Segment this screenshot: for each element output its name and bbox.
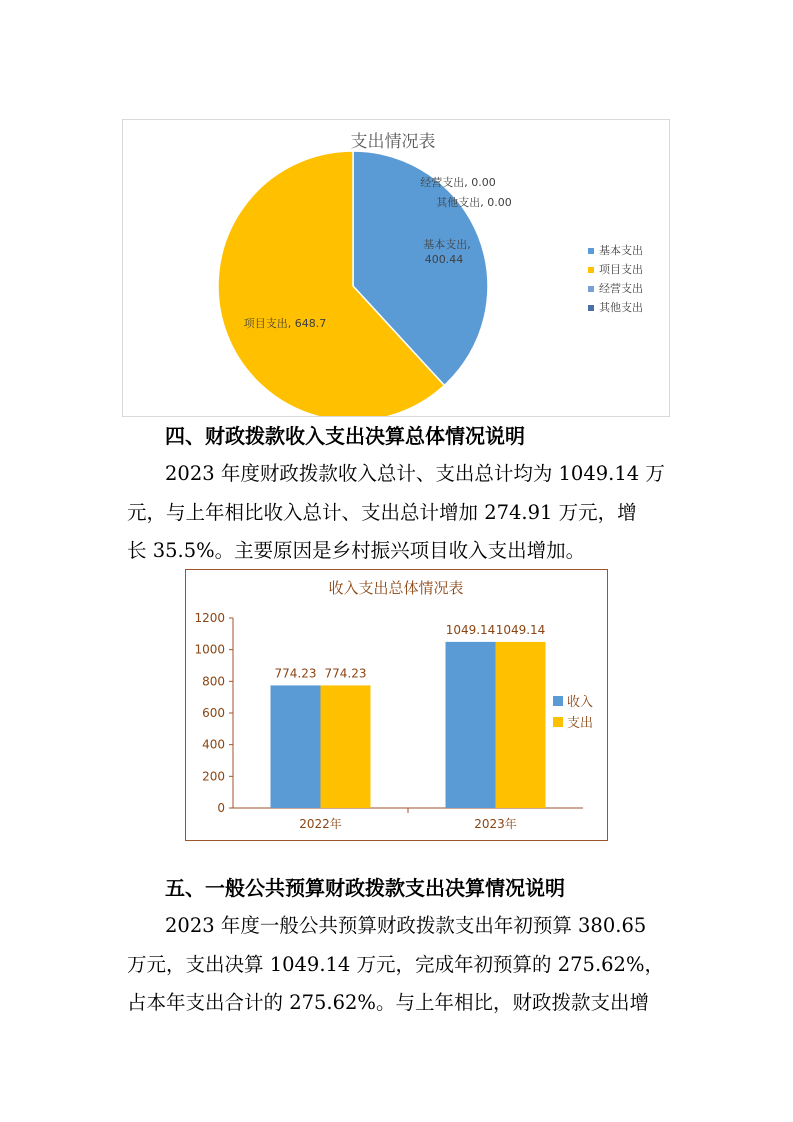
bar-y-tick-label: 600 xyxy=(202,706,225,720)
bar-y-tick-label: 1000 xyxy=(194,642,225,657)
bar-x-tick-label: 2023年 xyxy=(474,817,517,831)
pie-chart-title: 支出情况表 xyxy=(350,132,436,152)
section-4-heading: 四、财政拨款收入支出决算总体情况说明 xyxy=(165,424,525,448)
pie-legend-swatch-2 xyxy=(588,286,594,292)
bar-data-label: 774.23 xyxy=(274,666,317,681)
paragraph-4-line-2: 元，与上年相比收入总计、支出总计增加 274.91 万元，增 xyxy=(127,501,637,524)
expenditure-pie-chart xyxy=(122,119,670,417)
pie-chart-canvas xyxy=(123,120,669,416)
bar-data-label: 1049.14 xyxy=(445,622,496,637)
pie-label-project: 项目支出, 648.7 xyxy=(243,317,327,330)
paragraph-4-line-3: 长 35.5%。主要原因是乡村振兴项目收入支出增加。 xyxy=(127,539,586,562)
pie-legend-swatch-1 xyxy=(588,267,594,273)
bar-y-tick-label: 0 xyxy=(217,801,225,815)
bar-0-1 xyxy=(446,642,496,808)
pie-label-other: 其他支出, 0.00 xyxy=(436,196,512,209)
pie-label-operating: 经营支出, 0.00 xyxy=(420,176,496,189)
paragraph-5-line-2: 万元，支出决算 1049.14 万元，完成年初预算的 275.62%， xyxy=(127,953,664,976)
bar-1-1 xyxy=(496,642,546,808)
pie-legend xyxy=(588,243,643,314)
paragraph-4-line-1: 2023 年度财政拨款收入总计、支出总计均为 1049.14 万 xyxy=(165,462,665,485)
paragraph-5-line-3: 占本年支出合计的 275.62%。与上年相比，财政拨款支出增 xyxy=(127,991,649,1014)
pie-legend-label-2: 经营支出 xyxy=(599,282,643,295)
bar-data-label: 774.23 xyxy=(324,666,367,681)
bar-y-tick-label: 400 xyxy=(202,737,225,752)
income-expenditure-bar-chart xyxy=(185,569,608,841)
bar-chart-canvas xyxy=(186,570,606,839)
bar-0-0 xyxy=(271,685,321,808)
bar-data-label: 1049.14 xyxy=(495,622,546,637)
bar-y-tick-label: 1200 xyxy=(194,611,225,625)
section-5-heading: 五、一般公共预算财政拨款支出决算情况说明 xyxy=(165,876,565,900)
pie-legend-label-0: 基本支出 xyxy=(599,244,643,257)
bar-chart-title: 收入支出总体情况表 xyxy=(328,579,464,597)
bar-legend-swatch-1 xyxy=(553,717,563,727)
pie-legend-label-3: 其他支出 xyxy=(599,301,643,314)
pie-legend-label-1: 项目支出 xyxy=(599,263,643,276)
bar-legend-label-1: 支出 xyxy=(567,716,594,731)
bar-y-tick-label: 200 xyxy=(202,769,225,784)
bar-legend xyxy=(553,694,593,731)
paragraph-5-line-1: 2023 年度一般公共预算财政拨款支出年初预算 380.65 xyxy=(165,914,647,937)
pie-label-basic: 基本支出, xyxy=(423,238,471,251)
bar-1-0 xyxy=(321,685,371,808)
bar-legend-swatch-0 xyxy=(553,696,563,706)
pie-legend-swatch-0 xyxy=(588,248,594,254)
pie-legend-swatch-3 xyxy=(588,305,594,311)
pie-label-basic-value: 400.44 xyxy=(424,253,464,266)
bar-y-tick-label: 800 xyxy=(202,674,225,689)
bar-x-tick-label: 2022年 xyxy=(299,817,342,831)
bar-legend-label-0: 收入 xyxy=(567,695,594,710)
